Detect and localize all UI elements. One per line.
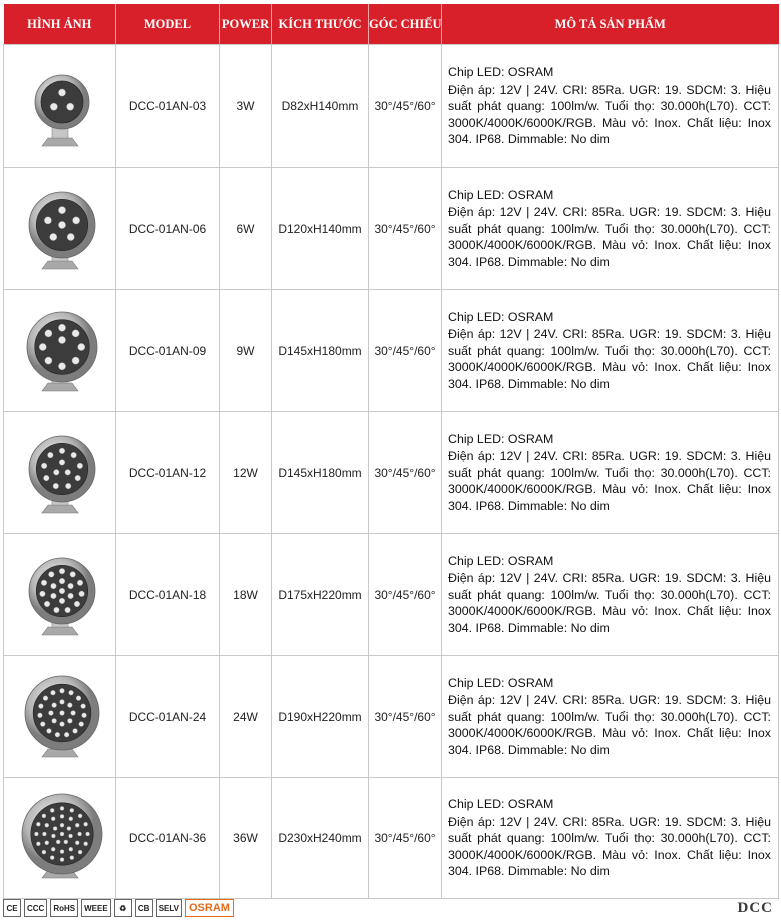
led-chip-dot bbox=[44, 841, 48, 845]
description-text: Điện áp: 12V | 24V. CRI: 85Ra. UGR: 19. SDCM: 3. Hiệu suất phát quang: 100lm/w. Tuổi thọ: 30.000h(L70). CCT: 3000K/4000K/6000K/RGB. Màu vỏ: Inox. Chất liệu: Inox 304. IP68. Dimmable: No dim bbox=[448, 327, 771, 391]
power-cell: 18W bbox=[220, 534, 272, 656]
led-chip-dot bbox=[38, 703, 43, 708]
chip-line: Chip LED: OSRAM bbox=[448, 797, 554, 812]
ccc-mark-icon: CCC bbox=[24, 899, 47, 917]
led-chip-dot bbox=[59, 688, 64, 693]
led-chip-dot bbox=[70, 710, 75, 715]
product-image bbox=[4, 534, 116, 656]
size-cell: D190xH220mm bbox=[272, 656, 369, 778]
led-chip-dot bbox=[42, 832, 46, 836]
certification-strip bbox=[3, 897, 234, 919]
description-cell bbox=[442, 412, 779, 534]
spotlight-lamp-icon bbox=[12, 58, 108, 154]
model-cell: DCC-01AN-18 bbox=[116, 534, 220, 656]
led-chip-dot bbox=[48, 571, 54, 577]
angle-cell: 30°/45°/60° bbox=[369, 168, 442, 290]
table-row bbox=[4, 534, 779, 656]
chip-line: Chip LED: OSRAM bbox=[448, 187, 554, 202]
led-chip-dot bbox=[52, 483, 58, 489]
led-chip-dot bbox=[34, 832, 38, 836]
angle-cell: 30°/45°/60° bbox=[369, 412, 442, 534]
led-chip-dot bbox=[58, 221, 65, 228]
model-cell: DCC-01AN-36 bbox=[116, 778, 220, 899]
led-chip-dot bbox=[53, 469, 59, 475]
led-chip-dot bbox=[76, 695, 81, 700]
led-chip-dot bbox=[43, 695, 48, 700]
led-chip-dot bbox=[74, 601, 80, 607]
led-chip-dot bbox=[59, 448, 65, 454]
description-cell bbox=[442, 45, 779, 168]
led-chip-dot bbox=[44, 357, 51, 364]
weee-bin-icon: WEEE bbox=[81, 899, 111, 917]
header-model: MODEL bbox=[116, 4, 220, 45]
led-chip-dot bbox=[53, 607, 59, 613]
led-chip-dot bbox=[46, 728, 51, 733]
led-chip-dot bbox=[59, 588, 65, 594]
product-image bbox=[4, 168, 116, 290]
led-chip-dot bbox=[49, 233, 56, 240]
spotlight-lamp-icon bbox=[12, 547, 108, 643]
led-chip-dot bbox=[74, 475, 80, 481]
chip-line: Chip LED: OSRAM bbox=[448, 65, 554, 80]
header-size: KÍCH THƯỚC bbox=[272, 4, 369, 45]
led-chip-dot bbox=[78, 814, 82, 818]
led-chip-dot bbox=[67, 718, 72, 723]
led-chip-dot bbox=[41, 850, 45, 854]
spotlight-lamp-icon bbox=[12, 303, 108, 399]
power-cell: 6W bbox=[220, 168, 272, 290]
led-chip-dot bbox=[66, 827, 70, 831]
led-chip-dot bbox=[66, 103, 73, 110]
description-cell bbox=[442, 534, 779, 656]
led-chip-dot bbox=[68, 690, 73, 695]
angle-cell: 30°/45°/60° bbox=[369, 778, 442, 899]
description-text: Điện áp: 12V | 24V. CRI: 85Ra. UGR: 19. SDCM: 3. Hiệu suất phát quang: 100lm/w. Tuổi thọ: 30.000h(L70). CCT: 3000K/4000K/6000K/RGB. Màu vỏ: Inox. Chất liệu: Inox 304. IP68. Dimmable: No dim bbox=[448, 205, 771, 269]
chip-line: Chip LED: OSRAM bbox=[448, 309, 554, 324]
header-image: HÌNH ẢNH bbox=[4, 4, 116, 45]
led-chip-dot bbox=[77, 343, 84, 350]
led-chip-dot bbox=[64, 732, 69, 737]
led-chip-dot bbox=[64, 469, 70, 475]
led-chip-dot bbox=[60, 814, 64, 818]
led-chip-dot bbox=[44, 329, 51, 336]
recycle-icon: ♻ bbox=[114, 899, 132, 917]
led-chip-dot bbox=[39, 591, 45, 597]
size-cell: D120xH140mm bbox=[272, 168, 369, 290]
table-row bbox=[4, 290, 779, 412]
led-chip-dot bbox=[70, 452, 76, 458]
led-chip-dot bbox=[48, 710, 53, 715]
size-cell: D230xH240mm bbox=[272, 778, 369, 899]
led-chip-dot bbox=[59, 568, 65, 574]
led-chip-dot bbox=[50, 690, 55, 695]
led-chip-dot bbox=[59, 721, 64, 726]
led-chip-dot bbox=[53, 827, 57, 831]
led-chip-dot bbox=[67, 593, 73, 599]
led-chip-dot bbox=[81, 712, 86, 717]
size-cell: D82xH140mm bbox=[272, 45, 369, 168]
table-header-row bbox=[4, 4, 779, 45]
angle-cell: 30°/45°/60° bbox=[369, 534, 442, 656]
led-chip-dot bbox=[44, 216, 51, 223]
led-chip-dot bbox=[59, 710, 64, 715]
led-chip-dot bbox=[50, 808, 54, 812]
model-cell: DCC-01AN-06 bbox=[116, 168, 220, 290]
model-cell: DCC-01AN-24 bbox=[116, 656, 220, 778]
led-chip-dot bbox=[51, 718, 56, 723]
led-chip-dot bbox=[58, 89, 65, 96]
product-image bbox=[4, 656, 116, 778]
header-power: POWER bbox=[220, 4, 272, 45]
description-text: Điện áp: 12V | 24V. CRI: 85Ra. UGR: 19. SDCM: 3. Hiệu suất phát quang: 100lm/w. Tuổi thọ: 30.000h(L70). CCT: 3000K/4000K/6000K/RGB. Màu vỏ: Inox. Chất liệu: Inox 304. IP68. Dimmable: No dim bbox=[448, 814, 771, 879]
led-chip-dot bbox=[72, 329, 79, 336]
chip-line: Chip LED: OSRAM bbox=[448, 431, 554, 446]
led-chip-dot bbox=[58, 324, 65, 331]
size-cell: D145xH180mm bbox=[272, 412, 369, 534]
led-chip-dot bbox=[77, 463, 83, 469]
spotlight-lamp-icon bbox=[12, 790, 108, 886]
header-angle: GÓC CHIẾU bbox=[369, 4, 442, 45]
spotlight-lamp-icon bbox=[12, 425, 108, 521]
led-chip-dot bbox=[50, 583, 56, 589]
model-cell: DCC-01AN-12 bbox=[116, 412, 220, 534]
led-chip-dot bbox=[63, 840, 67, 844]
chip-line: Chip LED: OSRAM bbox=[448, 553, 554, 568]
led-chip-dot bbox=[59, 459, 65, 465]
angle-cell: 30°/45°/60° bbox=[369, 290, 442, 412]
led-chip-dot bbox=[78, 721, 83, 726]
led-chip-dot bbox=[41, 579, 47, 585]
selv-mark-icon: SELV bbox=[156, 899, 182, 917]
led-chip-dot bbox=[44, 601, 50, 607]
cb-mark-icon: CB bbox=[135, 899, 153, 917]
led-chip-dot bbox=[51, 847, 55, 851]
description-text: Điện áp: 12V | 24V. CRI: 85Ra. UGR: 19. SDCM: 3. Hiệu suất phát quang: 100lm/w. Tuổi thọ: 30.000h(L70). CCT: 3000K/4000K/6000K/RGB. Màu vỏ: Inox. Chất liệu: Inox 304. IP68. Dimmable: No dim bbox=[448, 449, 771, 513]
led-chip-dot bbox=[36, 822, 40, 826]
spotlight-lamp-icon bbox=[12, 669, 108, 765]
led-chip-dot bbox=[51, 702, 56, 707]
led-chip-dot bbox=[40, 721, 45, 726]
led-chip-dot bbox=[50, 593, 56, 599]
led-chip-dot bbox=[72, 216, 79, 223]
power-cell: 9W bbox=[220, 290, 272, 412]
led-chip-dot bbox=[60, 823, 64, 827]
description-cell bbox=[442, 778, 779, 899]
led-chip-dot bbox=[54, 732, 59, 737]
led-chip-dot bbox=[60, 806, 64, 810]
led-chip-dot bbox=[77, 832, 81, 836]
product-image bbox=[4, 290, 116, 412]
osram-logo: OSRAM bbox=[185, 899, 234, 917]
led-chip-dot bbox=[77, 579, 83, 585]
led-chip-dot bbox=[67, 583, 73, 589]
led-chip-dot bbox=[78, 591, 84, 597]
product-image bbox=[4, 412, 116, 534]
description-cell bbox=[442, 656, 779, 778]
product-spec-table bbox=[3, 4, 779, 899]
ce-mark-icon: CE bbox=[3, 899, 21, 917]
angle-cell: 30°/45°/60° bbox=[369, 656, 442, 778]
power-cell: 24W bbox=[220, 656, 272, 778]
led-chip-dot bbox=[39, 343, 46, 350]
led-chip-dot bbox=[80, 703, 85, 708]
led-chip-dot bbox=[47, 452, 53, 458]
led-chip-dot bbox=[58, 362, 65, 369]
table-row bbox=[4, 45, 779, 168]
description-text: Điện áp: 12V | 24V. CRI: 85Ra. UGR: 19. SDCM: 3. Hiệu suất phát quang: 100lm/w. Tuổi thọ: 30.000h(L70). CCT: 3000K/4000K/6000K/RGB. Màu vỏ: Inox. Chất liệu: Inox 304. IP68. Dimmable: No dim bbox=[448, 693, 771, 757]
led-chip-dot bbox=[64, 607, 70, 613]
led-chip-dot bbox=[67, 702, 72, 707]
led-chip-dot bbox=[36, 842, 40, 846]
chip-line: Chip LED: OSRAM bbox=[448, 675, 554, 690]
led-chip-dot bbox=[72, 728, 77, 733]
led-chip-dot bbox=[58, 206, 65, 213]
size-cell: D175xH220mm bbox=[272, 534, 369, 656]
power-cell: 36W bbox=[220, 778, 272, 899]
led-chip-dot bbox=[85, 832, 89, 836]
led-chip-dot bbox=[60, 858, 64, 862]
led-chip-dot bbox=[68, 817, 72, 821]
led-chip-dot bbox=[60, 850, 64, 854]
led-chip-dot bbox=[69, 856, 73, 860]
led-chip-dot bbox=[83, 842, 87, 846]
led-chip-dot bbox=[51, 817, 55, 821]
led-chip-dot bbox=[37, 712, 42, 717]
model-cell: DCC-01AN-03 bbox=[116, 45, 220, 168]
led-chip-dot bbox=[44, 823, 48, 827]
table-row bbox=[4, 656, 779, 778]
product-image bbox=[4, 778, 116, 899]
led-chip-dot bbox=[60, 832, 64, 836]
led-chip-dot bbox=[68, 847, 72, 851]
led-chip-dot bbox=[69, 571, 75, 577]
description-cell bbox=[442, 290, 779, 412]
angle-cell: 30°/45°/60° bbox=[369, 45, 442, 168]
led-chip-dot bbox=[67, 233, 74, 240]
table-row bbox=[4, 778, 779, 899]
led-chip-dot bbox=[41, 463, 47, 469]
table-row bbox=[4, 168, 779, 290]
product-image bbox=[4, 45, 116, 168]
rohs-mark-icon: RoHS bbox=[50, 899, 78, 917]
led-chip-dot bbox=[41, 814, 45, 818]
led-chip-dot bbox=[65, 483, 71, 489]
dcc-brand-logo: DCC bbox=[737, 900, 773, 916]
led-chip-dot bbox=[72, 357, 79, 364]
led-chip-dot bbox=[59, 578, 65, 584]
led-chip-dot bbox=[69, 808, 73, 812]
description-text: Điện áp: 12V | 24V. CRI: 85Ra. UGR: 19. SDCM: 3. Hiệu suất phát quang: 100lm/w. Tuổi thọ: 30.000h(L70). CCT: 3000K/4000K/6000K/RGB. Màu vỏ: Inox. Chất liệu: Inox 304. IP68. Dimmable: No dim bbox=[448, 571, 771, 635]
led-chip-dot bbox=[58, 336, 65, 343]
table-row bbox=[4, 412, 779, 534]
led-chip-dot bbox=[50, 103, 57, 110]
led-chip-dot bbox=[59, 598, 65, 604]
led-chip-dot bbox=[50, 856, 54, 860]
description-cell bbox=[442, 168, 779, 290]
led-chip-dot bbox=[75, 841, 79, 845]
led-chip-dot bbox=[78, 850, 82, 854]
power-cell: 3W bbox=[220, 45, 272, 168]
led-chip-dot bbox=[59, 699, 64, 704]
spotlight-lamp-icon bbox=[12, 181, 108, 277]
header-description: MÔ TẢ SẢN PHẨM bbox=[442, 4, 779, 45]
led-chip-dot bbox=[56, 840, 60, 844]
size-cell: D145xH180mm bbox=[272, 290, 369, 412]
model-cell: DCC-01AN-09 bbox=[116, 290, 220, 412]
led-chip-dot bbox=[83, 822, 87, 826]
led-chip-dot bbox=[75, 823, 79, 827]
description-text: Điện áp: 12V | 24V. CRI: 85Ra. UGR: 19. SDCM: 3. Hiệu suất phát quang: 100lm/w. Tuổi thọ: 30.000h(L70). CCT: 3000K/4000K/6000K/RGB. Màu vỏ: Inox. Chất liệu: Inox 304. IP68. Dimmable: No dim bbox=[448, 82, 771, 147]
led-chip-dot bbox=[68, 834, 72, 838]
power-cell: 12W bbox=[220, 412, 272, 534]
led-chip-dot bbox=[51, 834, 55, 838]
led-chip-dot bbox=[43, 475, 49, 481]
